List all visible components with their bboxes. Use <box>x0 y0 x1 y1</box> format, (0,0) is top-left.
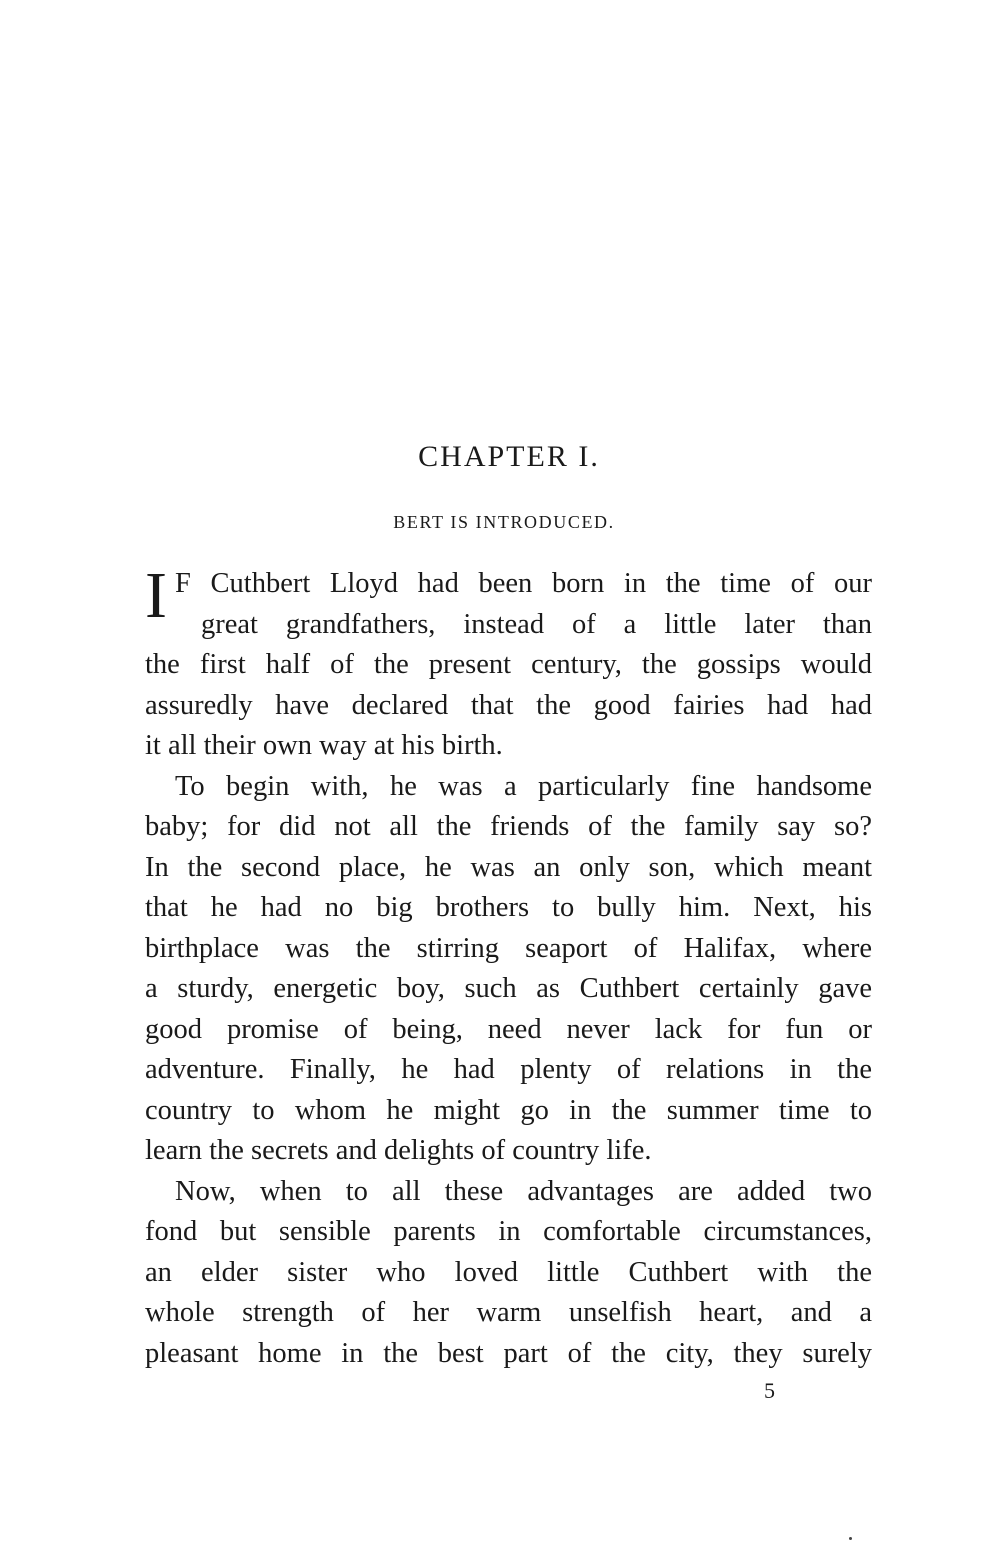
paragraph-1 <box>145 559 872 767</box>
text-line: adventure. Finally, he had plenty of relations in the <box>145 1054 872 1085</box>
page-number: 5 <box>764 1378 775 1403</box>
text-line: great grandfathers, instead of a little later than <box>201 608 872 640</box>
text-line: assuredly have declared that the good fairies had had <box>145 689 872 721</box>
chapter-title: CHAPTER I. <box>418 440 600 473</box>
paragraph-3 <box>145 1172 872 1375</box>
text-line: F Cuthbert Lloyd had been born in the time of our <box>174 568 872 599</box>
text-line: pleasant home in the best part of the city, they surely <box>145 1337 872 1369</box>
text-line: In the second place, he was an only son, which meant <box>145 851 872 883</box>
text-line: good promise of being, need never lack for fun or <box>145 1013 872 1045</box>
text-line: whole strength of her warm unselfish heart, and a <box>145 1297 872 1328</box>
text-line: baby; for did not all the friends of the family say so? <box>145 811 872 842</box>
text-line: country to whom he might go in the summer time to <box>145 1094 872 1126</box>
text-line: To begin with, he was a particularly fine handsome <box>175 770 872 802</box>
print-speck <box>849 1537 852 1540</box>
drop-cap-letter: I <box>145 559 167 632</box>
chapter-subtitle: BERT IS INTRODUCED. <box>393 512 615 532</box>
text-line: learn the secrets and delights of country life. <box>145 1135 652 1166</box>
text-line: birthplace was the stirring seaport of Halifax, where <box>145 932 872 964</box>
text-line: the first half of the present century, the gossips would <box>145 649 872 680</box>
paragraph-2 <box>145 767 872 1172</box>
text-line: Now, when to all these advantages are added two <box>175 1175 872 1207</box>
text-line: that he had no big brothers to bully him. Next, his <box>145 892 872 923</box>
chapter-body <box>145 559 872 1374</box>
text-line: it all their own way at his birth. <box>145 730 503 761</box>
text-line: a sturdy, energetic boy, such as Cuthbert certainly gave <box>145 973 872 1004</box>
text-line: an elder sister who loved little Cuthbert with the <box>145 1256 872 1288</box>
text-line: fond but sensible parents in comfortable circumstances, <box>145 1216 872 1247</box>
